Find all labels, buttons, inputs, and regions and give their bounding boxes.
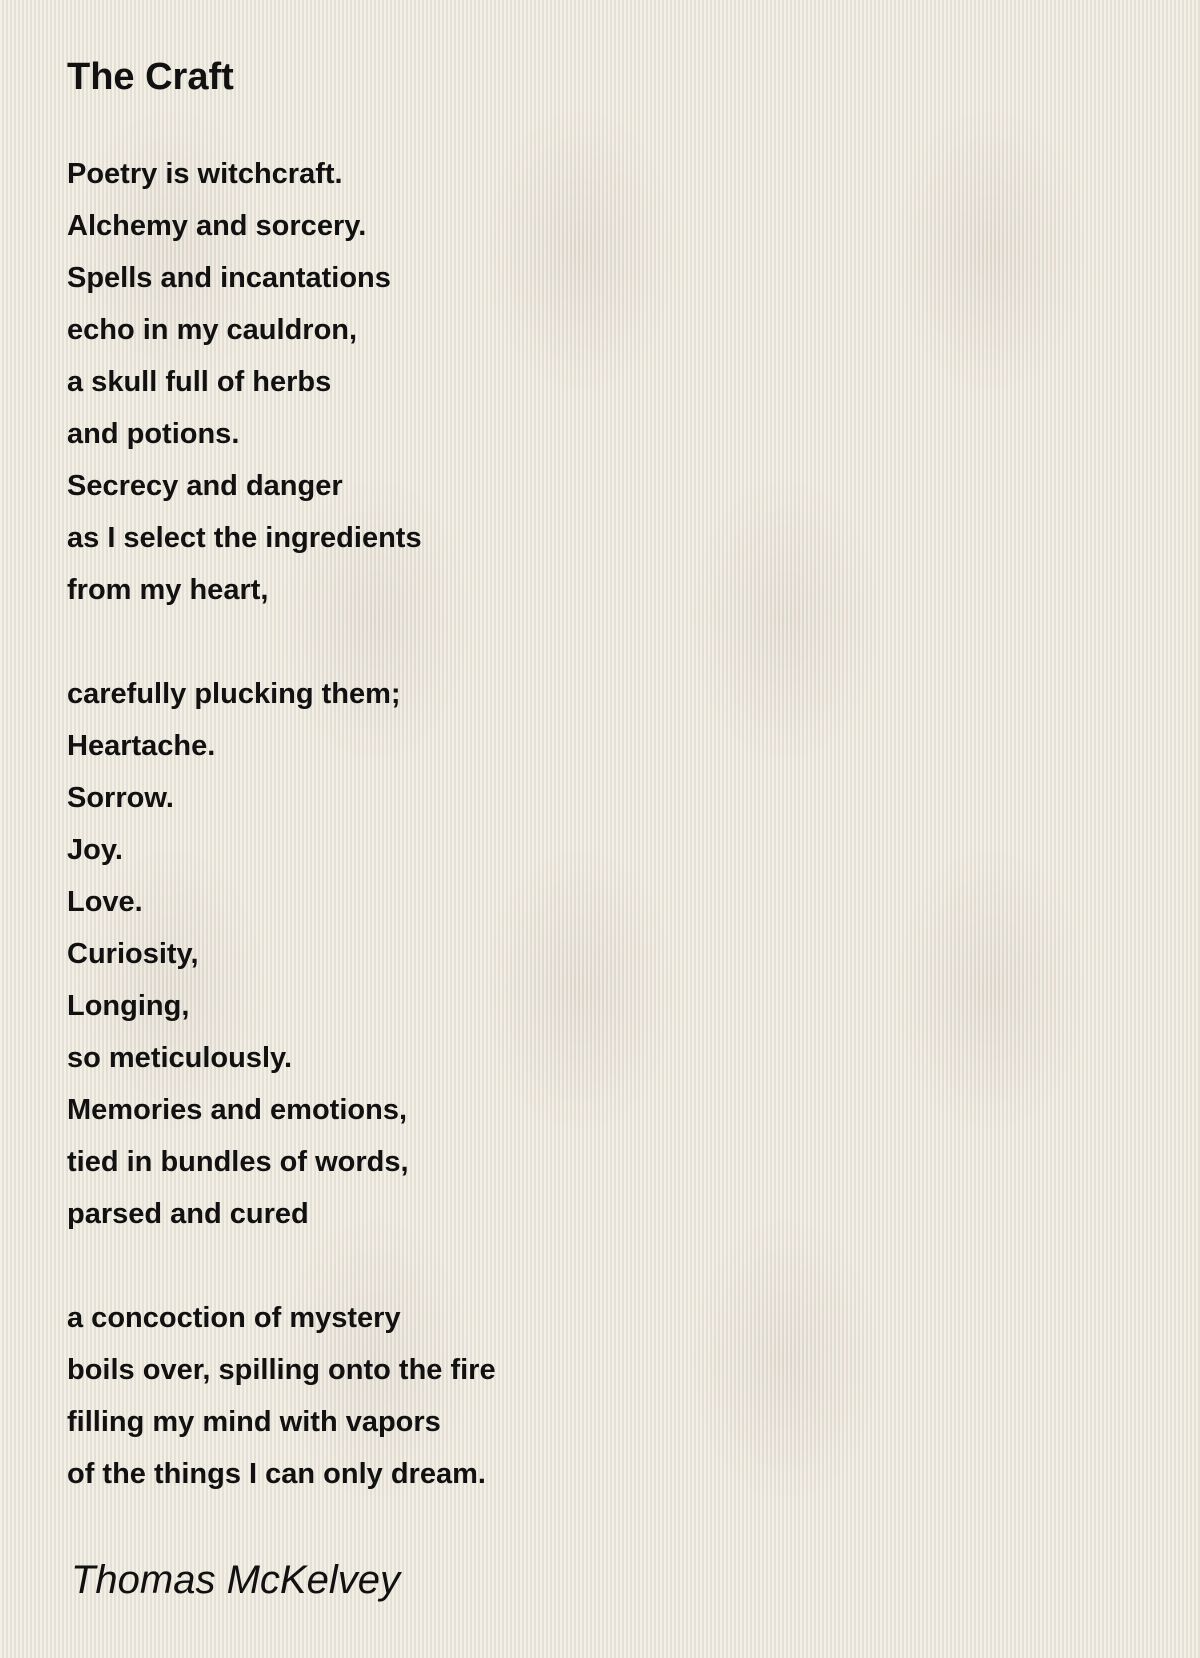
- poem-line: tied in bundles of words,: [67, 1146, 409, 1178]
- poem-line: a skull full of herbs: [67, 366, 332, 398]
- poem-line: from my heart,: [67, 574, 269, 606]
- poem-line: of the things I can only dream.: [67, 1458, 486, 1490]
- poem-line: Memories and emotions,: [67, 1094, 408, 1126]
- poem-line: Alchemy and sorcery.: [67, 210, 367, 242]
- poem-line: parsed and cured: [67, 1198, 309, 1230]
- poem-line: Secrecy and danger: [67, 470, 343, 502]
- stanza-2: [67, 668, 496, 1240]
- poem-line: boils over, spilling onto the fire: [67, 1354, 496, 1386]
- poem-line: a concoction of mystery: [67, 1302, 401, 1334]
- poem-line: Longing,: [67, 990, 190, 1022]
- poem-line: Poetry is witchcraft.: [67, 158, 343, 190]
- poem-author: Thomas McKelvey: [71, 1558, 400, 1602]
- stanza-3: [67, 1292, 496, 1500]
- poem-line: echo in my cauldron,: [67, 314, 358, 346]
- poem-line: and potions.: [67, 418, 240, 450]
- poem-line: carefully plucking them;: [67, 678, 401, 710]
- poem-line: Heartache.: [67, 730, 216, 762]
- poem-line: Sorrow.: [67, 782, 174, 814]
- poem-line: Joy.: [67, 834, 123, 866]
- stanza-1: [67, 148, 496, 616]
- poem-line: Love.: [67, 886, 143, 918]
- poem-line: filling my mind with vapors: [67, 1406, 441, 1438]
- poem-line: as I select the ingredients: [67, 522, 422, 554]
- poem-body: [67, 148, 496, 1500]
- poem-line: Spells and incantations: [67, 262, 391, 294]
- poem-title: The Craft: [67, 56, 234, 98]
- poem-line: so meticulously.: [67, 1042, 293, 1074]
- poem-line: Curiosity,: [67, 938, 199, 970]
